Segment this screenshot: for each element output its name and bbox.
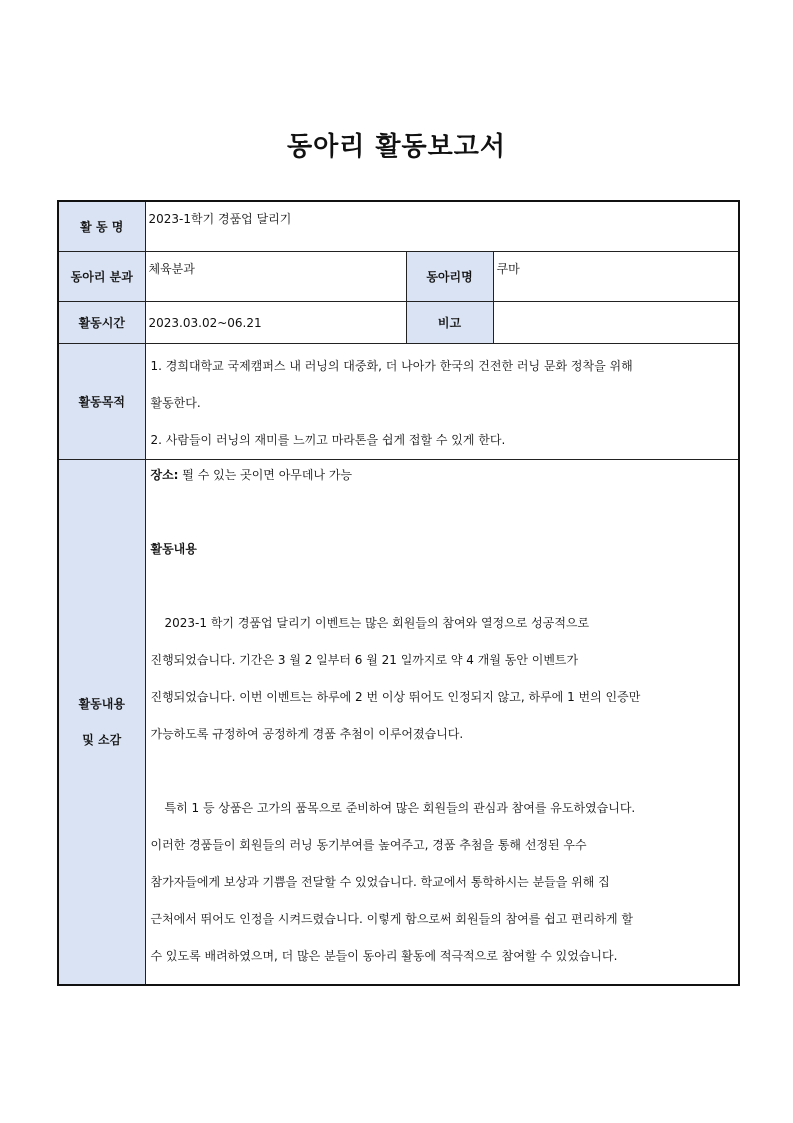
remarks-label: 비고: [406, 302, 493, 344]
paragraph-2-line-3: 참가자들에게 보상과 기쁨을 전달할 수 있었습니다. 학교에서 통학하시는 분들을 위해 집: [150, 875, 610, 889]
report-table: [57, 200, 740, 986]
purpose-line-3: 2. 사람들이 러닝의 재미를 느끼고 마라톤을 쉽게 접할 수 있게 한다.: [150, 433, 506, 447]
content-row: [58, 460, 739, 986]
content-heading: 활동내용: [150, 542, 197, 556]
activity-time-label: 활동시간: [58, 302, 145, 344]
paragraph-2-line-4: 근처에서 뛰어도 인정을 시켜드렸습니다. 이렇게 함으로써 회원들의 참여를 쉽고 편리하게 할: [150, 912, 633, 926]
club-category-label: 동아리 분과: [58, 252, 145, 302]
club-name-value: 쿠마: [493, 252, 739, 302]
purpose-row: [58, 344, 739, 460]
activity-time-value: 2023.03.02~06.21: [145, 302, 406, 344]
content-label-line-2: 및 소감: [82, 733, 122, 747]
purpose-line-2: 활동한다.: [150, 396, 201, 410]
paragraph-1-line-2: 진행되었습니다. 기간은 3 월 2 일부터 6 월 21 일까지로 약 4 개월 동안 이벤트가: [150, 653, 579, 667]
content-cell: [145, 460, 739, 986]
activity-name-row: [58, 201, 739, 252]
paragraph-2-line-1: 특히 1 등 상품은 고가의 품목으로 준비하여 많은 회원들의 관심과 참여를 유도하였습니다.: [164, 801, 636, 815]
remarks-value: [493, 302, 739, 344]
purpose-cell: [145, 344, 739, 460]
activity-name-label: 활 동 명: [58, 201, 145, 252]
place-value: 뛸 수 있는 곳이면 아무데나 가능: [178, 468, 353, 482]
paragraph-2-line-2: 이러한 경품들이 회원들의 러닝 동기부여를 높여주고, 경품 추첨을 통해 선정된 우수: [150, 838, 587, 852]
place-line: [151, 466, 735, 503]
content-label: [58, 460, 145, 986]
purpose-label: 활동목적: [58, 344, 145, 460]
paragraph-2-line-5: 수 있도록 배려하였으며, 더 많은 분들이 동아리 활동에 적극적으로 참여할 수 있었습니다.: [150, 949, 618, 963]
place-label: 장소:: [150, 468, 179, 482]
purpose-line-1: 1. 경희대학교 국제캠퍼스 내 러닝의 대중화, 더 나아가 한국의 건전한 러닝 문화 정착을 위해: [150, 359, 633, 373]
club-name-label: 동아리명: [406, 252, 493, 302]
time-row: [58, 302, 739, 344]
club-row: [58, 252, 739, 302]
paragraph-1-line-4: 가능하도록 규정하여 공정하게 경품 추첨이 이루어졌습니다.: [150, 727, 464, 741]
paragraph-1-line-1: 2023-1 학기 경품업 달리기 이벤트는 많은 회원들의 참여와 열정으로 성공적으로: [164, 616, 590, 630]
paragraph-1-line-3: 진행되었습니다. 이번 이벤트는 하루에 2 번 이상 뛰어도 인정되지 않고, 하루에 1 번의 인증만: [150, 690, 641, 704]
club-category-value: 체육분과: [145, 252, 406, 302]
document-title: 동아리 활동보고서: [287, 132, 506, 162]
activity-name-value: 2023-1학기 경품업 달리기: [145, 201, 739, 252]
content-label-line-1: 활동내용: [78, 697, 125, 711]
